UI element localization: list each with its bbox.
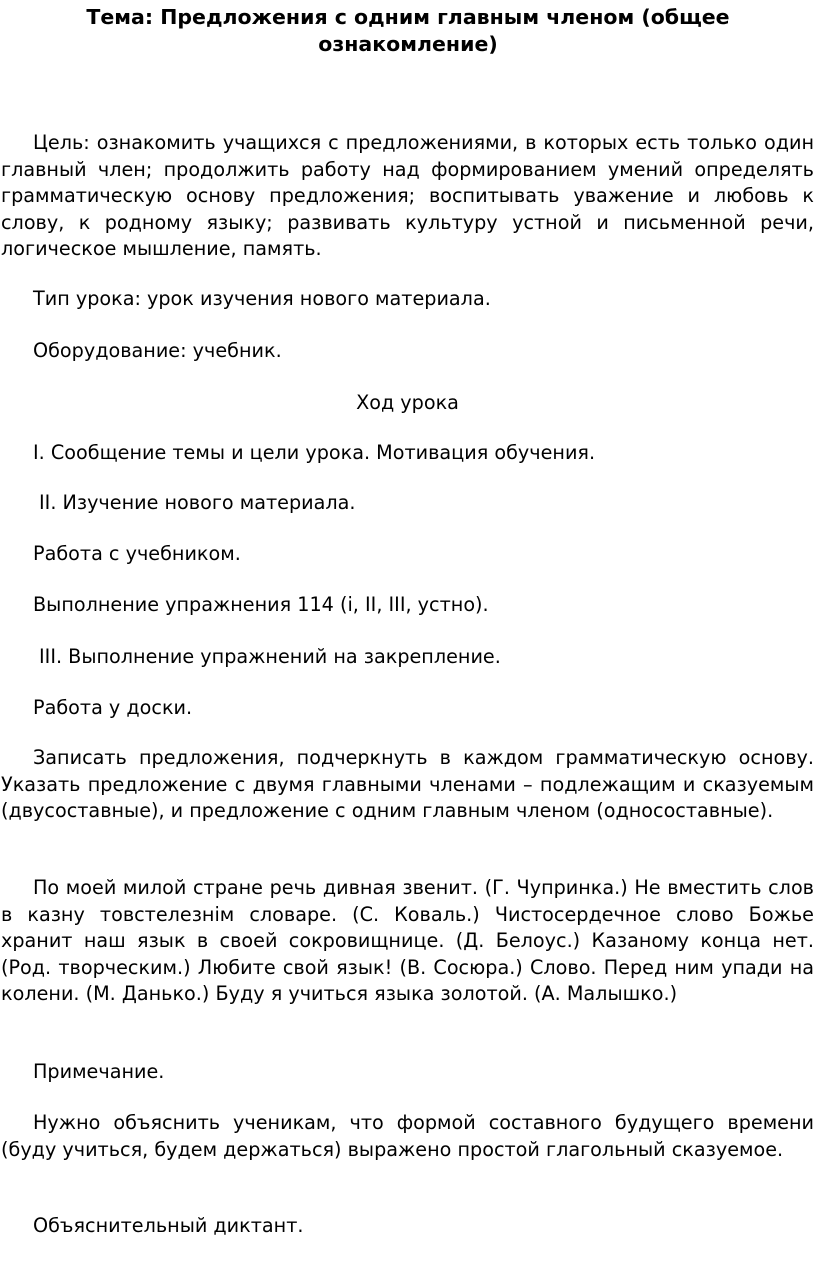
note-paragraph: Нужно объяснить ученикам, что формой составного будущего времени (буду учиться, будем держаться) выражено простой глагольный сказуемое. (1, 1111, 814, 1161)
step-3-paragraph: III. Выполнение упражнений на закрепление. (39, 645, 501, 668)
lesson-course-heading: Ход урока (356, 391, 459, 414)
board-work-paragraph: Работа у доски. (33, 696, 193, 719)
lesson-type-paragraph: Тип урока: урок изучения нового материала. (33, 287, 491, 310)
step-1-paragraph: I. Сообщение темы и цели урока. Мотивация обучения. (33, 441, 596, 464)
note-label-paragraph: Примечание. (33, 1060, 165, 1083)
sentences-paragraph: По моей милой стране речь дивная звенит. (Г. Чупринка.) Не вместить слов в казну товстелезнім словаре. (С. Коваль.) Чистосердечное слово Божье хранит наш язык в своей сокровищнице. (Д. Белоус.) Казаному конца нет. (Род. творческим.) Любите свой язык! (В. Сосюра.) Слово. Перед ним упади на колени. (М. Данько.) Буду я учиться языка золотой. (А. Малышко.) (1, 876, 814, 1006)
goal-paragraph: Цель: ознакомить учащихся с предложениями, в которых есть только один главный член; продолжить работу над формированием умений определять грамматическую основу предложения; воспитывать уважение и любовь к слову, к родному языку; развивать культуру устной и письменной речи, логическое мышление, память. (1, 131, 814, 261)
document-title (0, 4, 816, 58)
exercise-paragraph: Выполнение упражнения 114 (і, II, III, устно). (33, 593, 489, 616)
step-2-paragraph: II. Изучение нового материала. (39, 491, 356, 514)
task-paragraph: Записать предложения, подчеркнуть в каждом грамматическую основу. Указать предложение с двумя главными членами – подлежащим и сказуемым (двусоставные), и предложение с одним главным членом (односоставные). (1, 746, 814, 823)
textbook-work-paragraph: Работа с учебником. (33, 542, 241, 565)
title-line-1: Тема: Предложения с одним главным членом (общее (86, 5, 730, 29)
title-line-2: ознакомление) (318, 32, 498, 56)
equipment-paragraph: Оборудование: учебник. (33, 339, 282, 362)
dictation-paragraph: Объяснительный диктант. (33, 1214, 304, 1237)
